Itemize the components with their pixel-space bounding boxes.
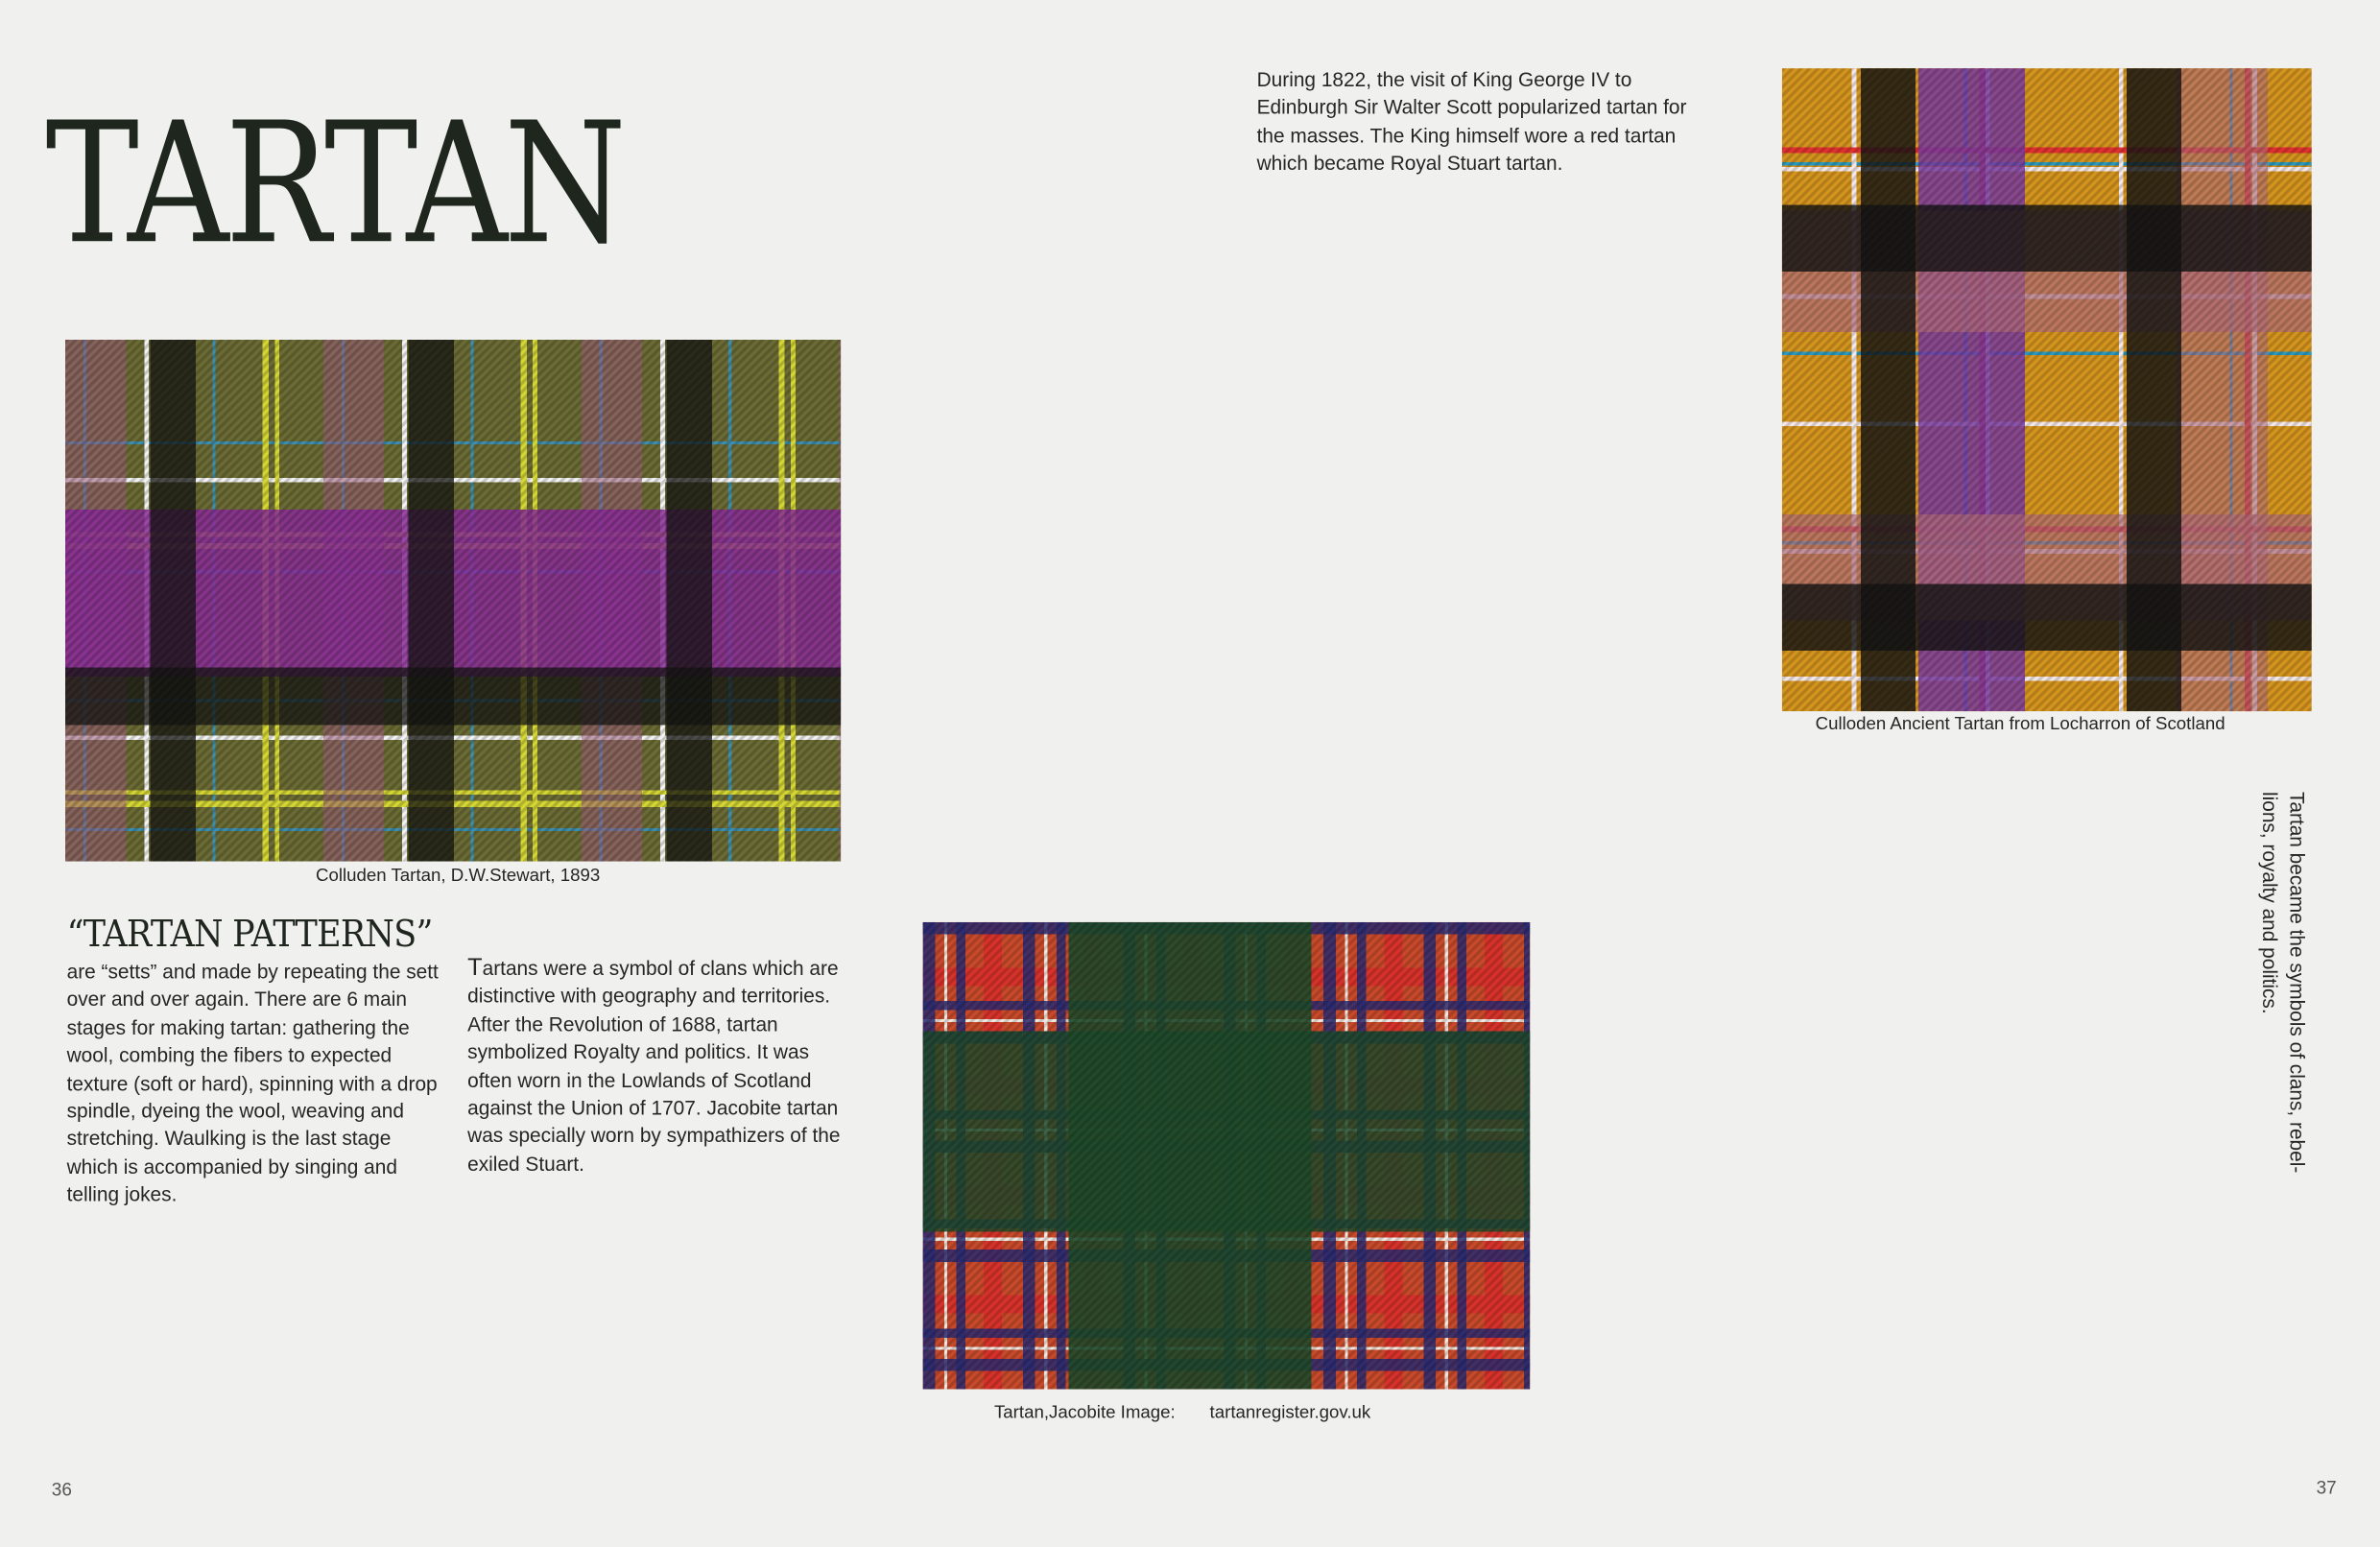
- jacobite-tartan-image: [923, 922, 1531, 1390]
- jacobite-caption-source: tartanregister.gov.uk: [1209, 1401, 1371, 1423]
- vertical-pull-quote: Tartan became the symbols of clans, rebel-lions, royalty and politics.: [2257, 791, 2309, 1174]
- clans-paragraph: [467, 956, 850, 1179]
- page-number-left: 36: [51, 1478, 72, 1501]
- colluden-caption: Colluden Tartan, D.W.Stewart, 1893: [315, 864, 601, 886]
- drop-letter: T: [467, 955, 483, 982]
- page-title: TARTAN: [45, 86, 623, 281]
- culloden-ancient-caption: Culloden Ancient Tartan from Locharron of Scotland: [1815, 712, 2225, 734]
- patterns-paragraph: are “setts” and made by repeating the sett over and over again. There are 6 main stages for making tartan: gathering the wool, combing the fibers to expected texture (soft or hard), spinning with a drop spindle, dyeing the wool, weaving and stretching. Waulking is the last stage which is accompanied by singing and telling jokes.: [66, 960, 439, 1206]
- page-number-right: 37: [2316, 1477, 2337, 1499]
- culloden-ancient-tartan-image: [1782, 68, 2312, 711]
- jacobite-caption-label: Tartan,Jacobite Image:: [993, 1401, 1176, 1423]
- section-heading: “TARTAN PATTERNS”: [66, 913, 433, 956]
- clans-paragraph-text: artans were a symbol of clans which are distinctive with geography and territories. After the Revolution of 1688, tartan symbolized Royalty and politics. It was often worn in the Lowlands of Scotland against the Union of 1707. Jacobite tartan was specially worn by sympathizers of the exiled Stuart.: [467, 957, 841, 1176]
- intro-paragraph: During 1822, the visit of King George IV to Edinburgh Sir Walter Scott popularized tartan for the masses. The King himself wore a red tartan which became Royal Stuart tartan.: [1256, 68, 1687, 176]
- colluden-tartan-image: [65, 340, 841, 862]
